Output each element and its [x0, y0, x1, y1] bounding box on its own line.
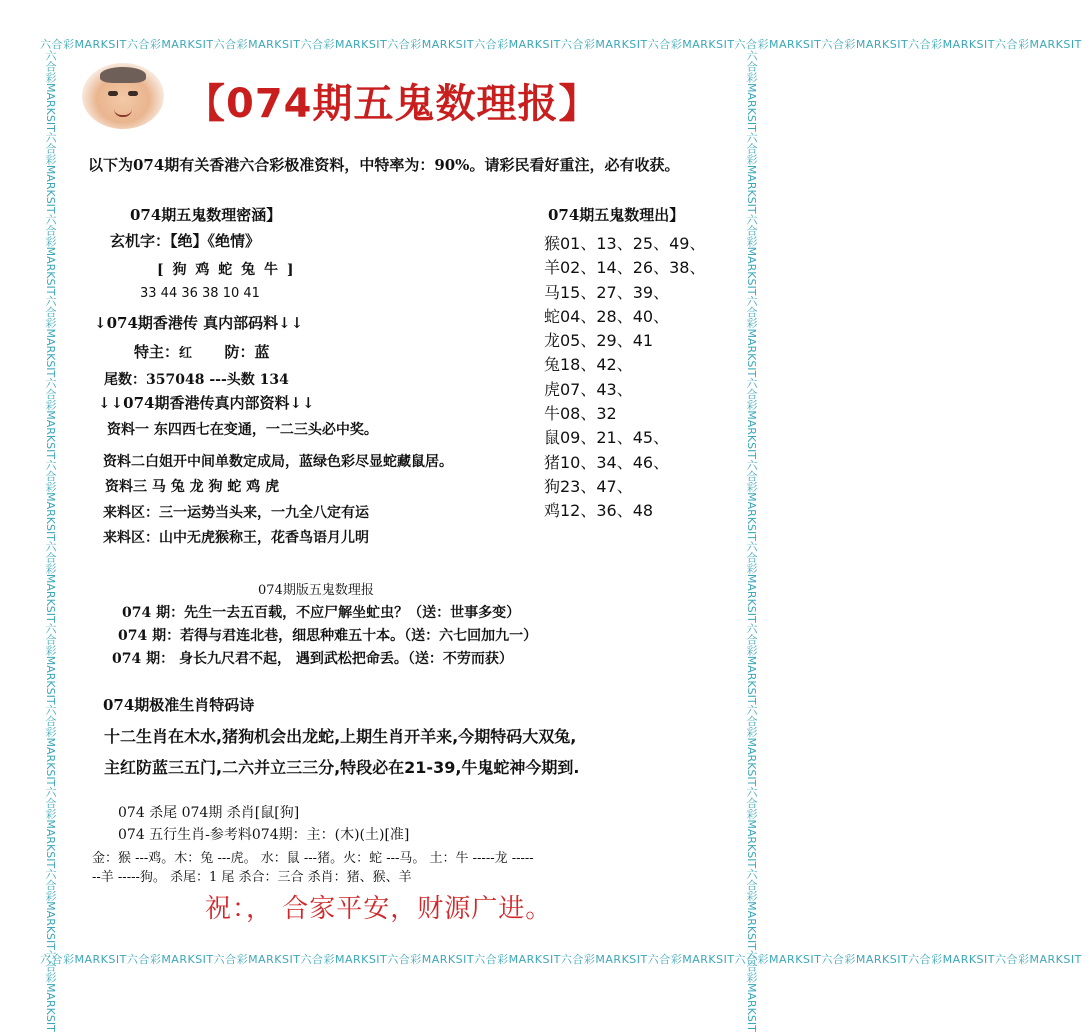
- bottom-border-watermark: 六合彩MARKSIT六合彩MARKSIT六合彩MARKSIT六合彩MARKSIT六合彩MARKSIT六合彩MARKSIT六合彩MARKSIT六合彩MARKSIT六合彩MARKSIT六合彩MARKSIT六合彩MARKSIT六合彩MARKSIT: [40, 953, 1082, 966]
- zodiac-row: 牛08、32: [544, 404, 617, 424]
- zodiac-row: 蛇04、28、40、: [544, 306, 670, 326]
- left-border-watermark: 六合彩MARKSIT六合彩MARKSIT六合彩MARKSIT六合彩MARKSIT六合彩MARKSIT六合彩MARKSIT六合彩MARKSIT六合彩MARKSIT六合彩MARKSIT六合彩MARKSIT六合彩MARKSIT六合彩MARKSIT: [44, 50, 57, 1032]
- number-list: 33 44 36 38 10 41: [140, 286, 260, 301]
- zodiac-row: 鸡12、36、48: [544, 501, 654, 521]
- blessing-text: 祝：， 合家平安，财源广进。: [205, 894, 553, 924]
- ziliao-3: 资料三 马 兔 龙 狗 蛇 鸡 虎: [105, 479, 280, 495]
- tema-line-2: 主红防蓝三五门,二六并立三三分,特段必在21-39,牛鬼蛇神今期到.: [104, 758, 580, 777]
- poem-line: 074 期： 身长九尺君不起， 遇到武松把命丢。（送：不劳而获）: [112, 651, 513, 667]
- left-section-header: 074期五鬼数理密涵】: [130, 206, 282, 224]
- zodiac-row: 龙05、29、41: [544, 331, 654, 351]
- right-section-header: 074期五鬼数理出】: [548, 206, 685, 224]
- poem-section-header: 074期版五鬼数理报: [258, 583, 374, 598]
- wuxing-line: 074 五行生肖-参考料074期：主：(木)(土)[准]: [118, 827, 410, 843]
- kill-summary-line: --羊 -----狗。 杀尾：1 尾 杀合：三合 杀肖：猪、猴、羊: [92, 870, 412, 885]
- zodiac-row: 鼠09、21、45、: [544, 428, 670, 448]
- poem-line: 074 期：先生一去五百载，不应尸解坐虻虫？（送：世事多变）: [122, 605, 521, 621]
- te-zhu-value: 红: [179, 346, 193, 361]
- weishu-line: 尾数：357048 ---头数 134: [104, 372, 289, 388]
- zodiac-row: 马15、27、39、: [544, 282, 670, 302]
- hk-header-1: ↓074期香港传 真内部码料↓↓: [94, 314, 304, 332]
- right-border-watermark: 六合彩MARKSIT六合彩MARKSIT六合彩MARKSIT六合彩MARKSIT六合彩MARKSIT六合彩MARKSIT六合彩MARKSIT六合彩MARKSIT六合彩MARKSIT六合彩MARKSIT六合彩MARKSIT六合彩MARKSIT: [745, 50, 758, 1032]
- portrait-image: [82, 63, 164, 129]
- tema-header: 074期极准生肖特码诗: [103, 696, 255, 714]
- poem-line: 074 期：若得与君连北巷，细思种难五十本。（送：六七回加九一）: [118, 628, 538, 644]
- page-title: 【074期五鬼数理报】: [185, 81, 600, 127]
- animal-bracket-list: [ 狗 鸡 蛇 兔 牛 ]: [157, 262, 296, 278]
- laiyuan-1: 来料区：三一运势当头来，一九全八定有运: [103, 505, 369, 521]
- te-zhu-label: 特主：: [134, 343, 180, 361]
- ziliao-1: 资料一 东四西七在变通，一二三头必中奖。: [107, 422, 378, 438]
- element-mapping-line: 金：猴 ---鸡。木：兔 ---虎。 水：鼠 ---猪。火：蛇 ---马。 土：牛 -----龙 -----: [92, 851, 534, 866]
- zodiac-row: 狗23、47、: [544, 476, 633, 496]
- zodiac-row: 猴01、13、25、49、: [544, 234, 706, 253]
- ziliao-2: 资料二白姐开中间单数定成局，蓝绿色彩尽显蛇藏鼠居。: [103, 454, 453, 470]
- zodiac-row: 羊02、14、26、38、: [544, 258, 706, 278]
- xuanji-text: 玄机字：【绝】《绝情》: [110, 232, 261, 250]
- zodiac-row: 猪10、34、46、: [544, 452, 670, 472]
- fang-label: 防：: [224, 343, 255, 361]
- zodiac-row: 兔18、42、: [544, 355, 633, 375]
- te-zhu-line: [134, 341, 270, 362]
- fang-value: 蓝: [254, 343, 270, 361]
- tema-line-1: 十二生肖在木水,猪狗机会出龙蛇,上期生肖开羊来,今期特码大双兔,: [104, 727, 577, 746]
- laiyuan-2: 来料区：山中无虎猴称王，花香鸟语月儿明: [103, 530, 369, 546]
- zodiac-number-list: [544, 232, 705, 524]
- zodiac-row: 虎07、43、: [544, 379, 633, 399]
- top-border-watermark: 六合彩MARKSIT六合彩MARKSIT六合彩MARKSIT六合彩MARKSIT六合彩MARKSIT六合彩MARKSIT六合彩MARKSIT六合彩MARKSIT六合彩MARKSIT六合彩MARKSIT六合彩MARKSIT六合彩MARKSIT: [40, 38, 1082, 51]
- hk-header-2: ↓↓074期香港传真内部资料↓↓: [98, 394, 315, 412]
- shawei-line: 074 杀尾 074期 杀肖[鼠[狗]: [118, 805, 300, 821]
- intro-text: 以下为074期有关香港六合彩极准资料，中特率为：90%。请彩民看好重注，必有收获。: [88, 156, 680, 174]
